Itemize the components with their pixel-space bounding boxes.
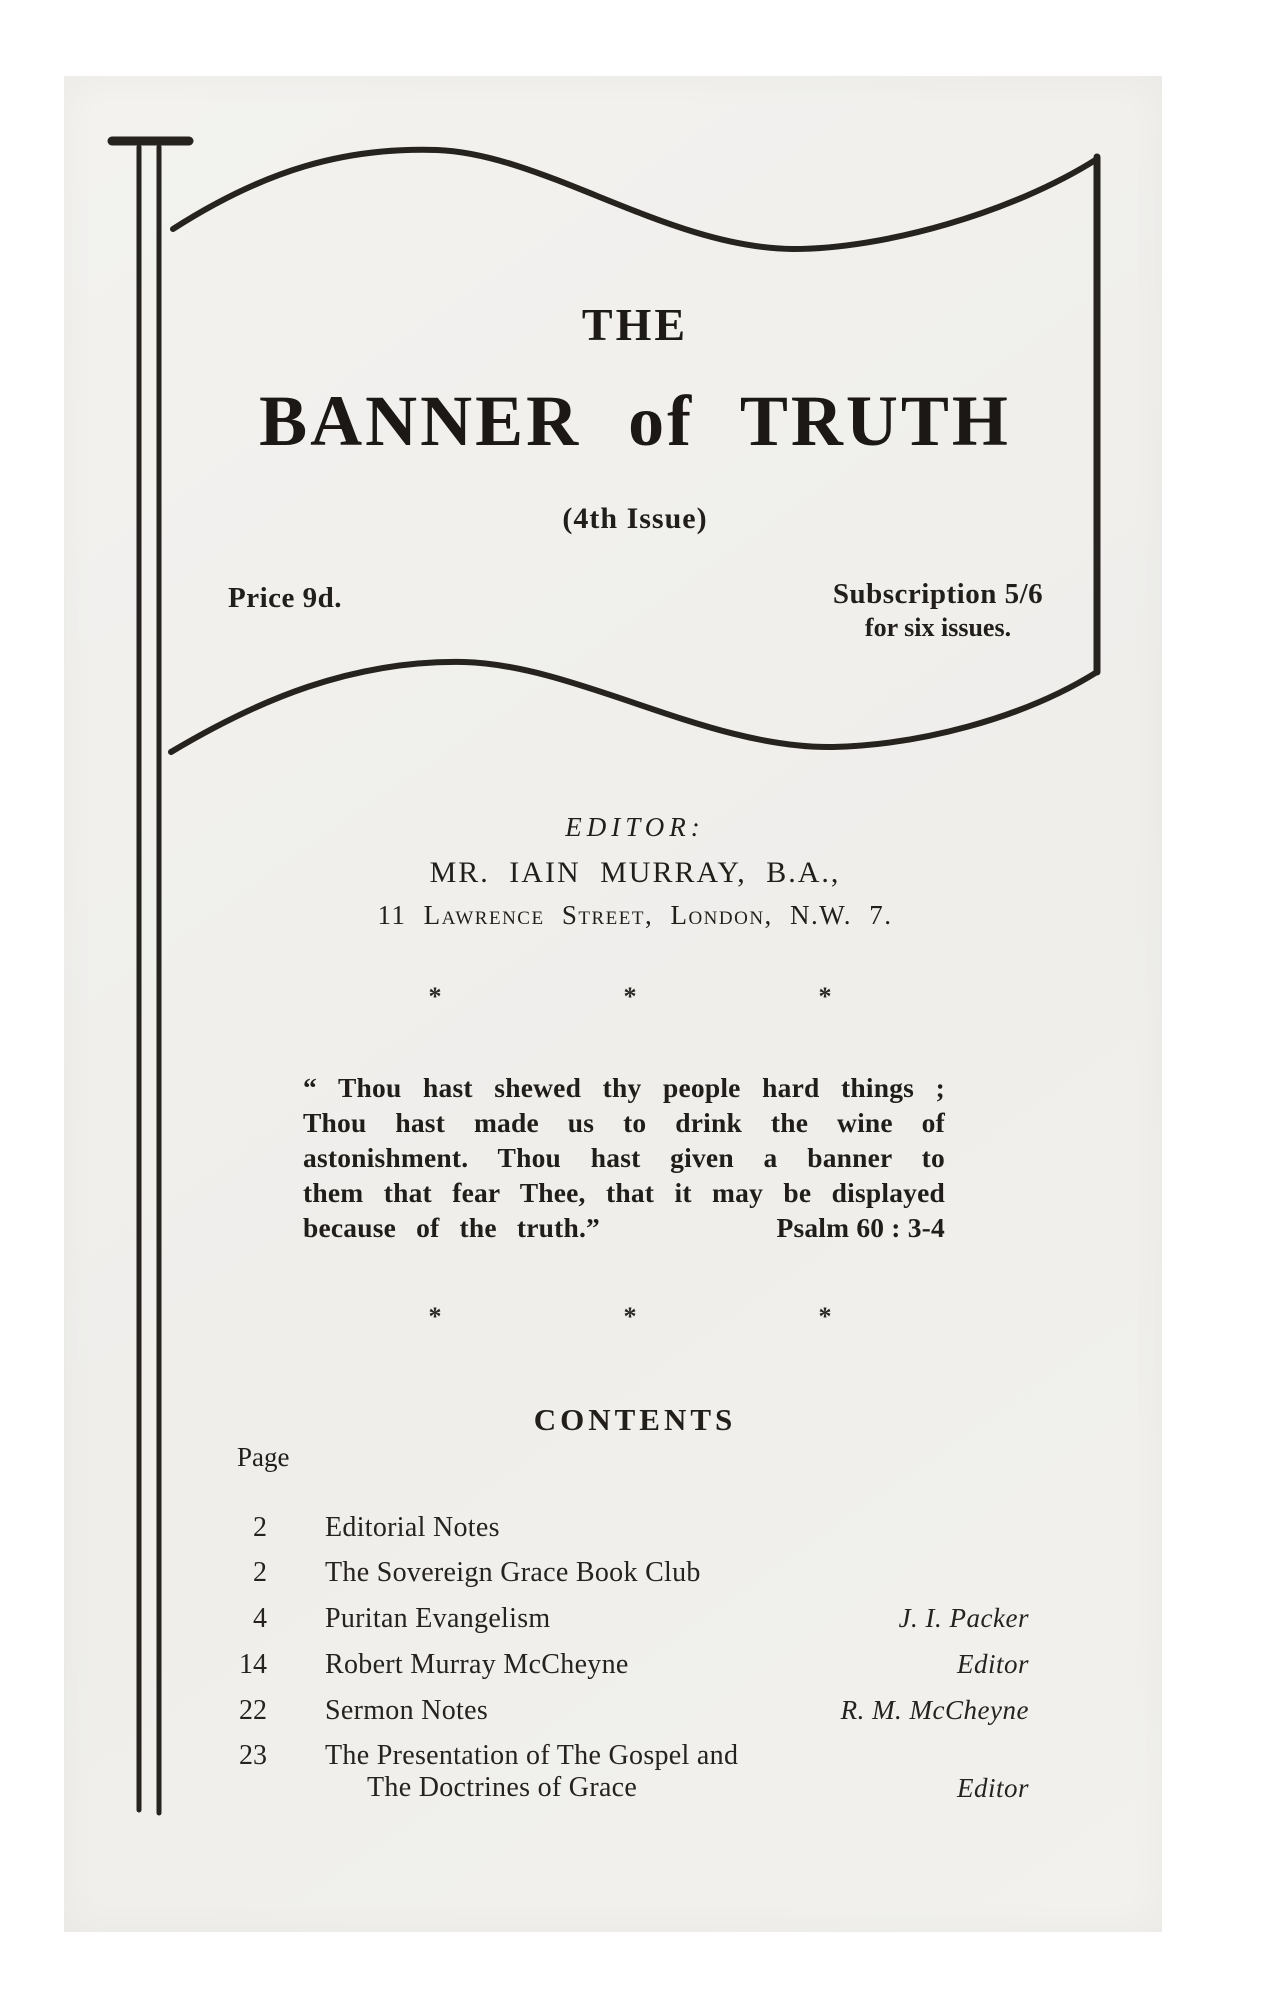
toc-row [237,1694,1029,1727]
asterisk-icon: * [623,1302,637,1331]
flag-bottom-edge [171,662,1097,752]
editor-address: 11 Lawrence Street, London, N.W. 7. [377,900,893,930]
toc-title: Puritan Evangelism [325,1603,551,1634]
toc-row [237,1648,1029,1681]
subscription-rate: Subscription 5/6 [832,578,1044,610]
toc-title: Sermon Notes [325,1695,489,1726]
asterisk-icon: * [623,982,637,1011]
toc-page-number: 4 [253,1603,267,1634]
flag-top-edge [173,150,1097,249]
toc-row [237,1557,1029,1589]
price-label: Price 9d. [228,582,343,614]
toc-title: Robert Murray McCheyne [325,1649,629,1680]
toc-author: R. M. McCheyne [840,1695,1029,1725]
toc-author: Editor [956,1649,1029,1679]
quote-line: “ Thou hast shewed thy people hard things ; [303,1072,945,1103]
editor-heading: EDITOR: [565,812,705,842]
quote-ending: because of the truth.” [303,1212,600,1243]
toc-author: J. I. Packer [898,1603,1029,1633]
asterisk-icon: * [818,982,832,1011]
toc-row [237,1602,1029,1635]
toc-title: Editorial Notes [325,1512,500,1543]
toc-title [325,1740,738,1804]
quote-line: astonishment. Thou hast given a banner to [303,1142,945,1173]
subscription-block [788,578,1088,643]
asterisk-icon: * [428,1302,442,1331]
toc-page-number: 2 [253,1557,267,1588]
toc-author: Editor [956,1773,1029,1803]
editor-name: MR. IAIN MURRAY, B.A., [429,856,841,889]
asterisk-icon: * [428,982,442,1011]
quote-line: them that fear Thee, that it may be displayed [303,1177,945,1208]
toc-row [237,1512,1029,1544]
subscription-terms: for six issues. [864,613,1012,642]
toc-title-line1: The Presentation of The Gospel and [325,1740,739,1771]
asterisk-separator-bottom [420,1302,840,1332]
contents-list [237,1512,1029,1817]
masthead-the: THE [581,299,689,350]
scripture-reference: Psalm 60 : 3-4 [776,1212,945,1243]
toc-page-number: 2 [253,1512,267,1543]
toc-row [237,1740,1029,1804]
asterisk-icon: * [818,1302,832,1331]
issue-number: (4th Issue) [562,502,708,535]
scripture-quote [303,1070,945,1245]
toc-page-number: 22 [239,1695,267,1726]
page-column-label: Page [237,1442,290,1472]
toc-title: The Sovereign Grace Book Club [325,1557,701,1588]
toc-page-number: 14 [239,1649,267,1680]
masthead-title: BANNER of TRUTH [259,381,1011,461]
quote-last-line [303,1210,945,1245]
quote-line: Thou hast made us to drink the wine of [303,1107,945,1138]
toc-title-line2: The Doctrines of Grace [367,1772,638,1803]
contents-heading: CONTENTS [533,1402,737,1437]
asterisk-separator-top [420,982,840,1012]
toc-page-number: 23 [239,1740,267,1771]
